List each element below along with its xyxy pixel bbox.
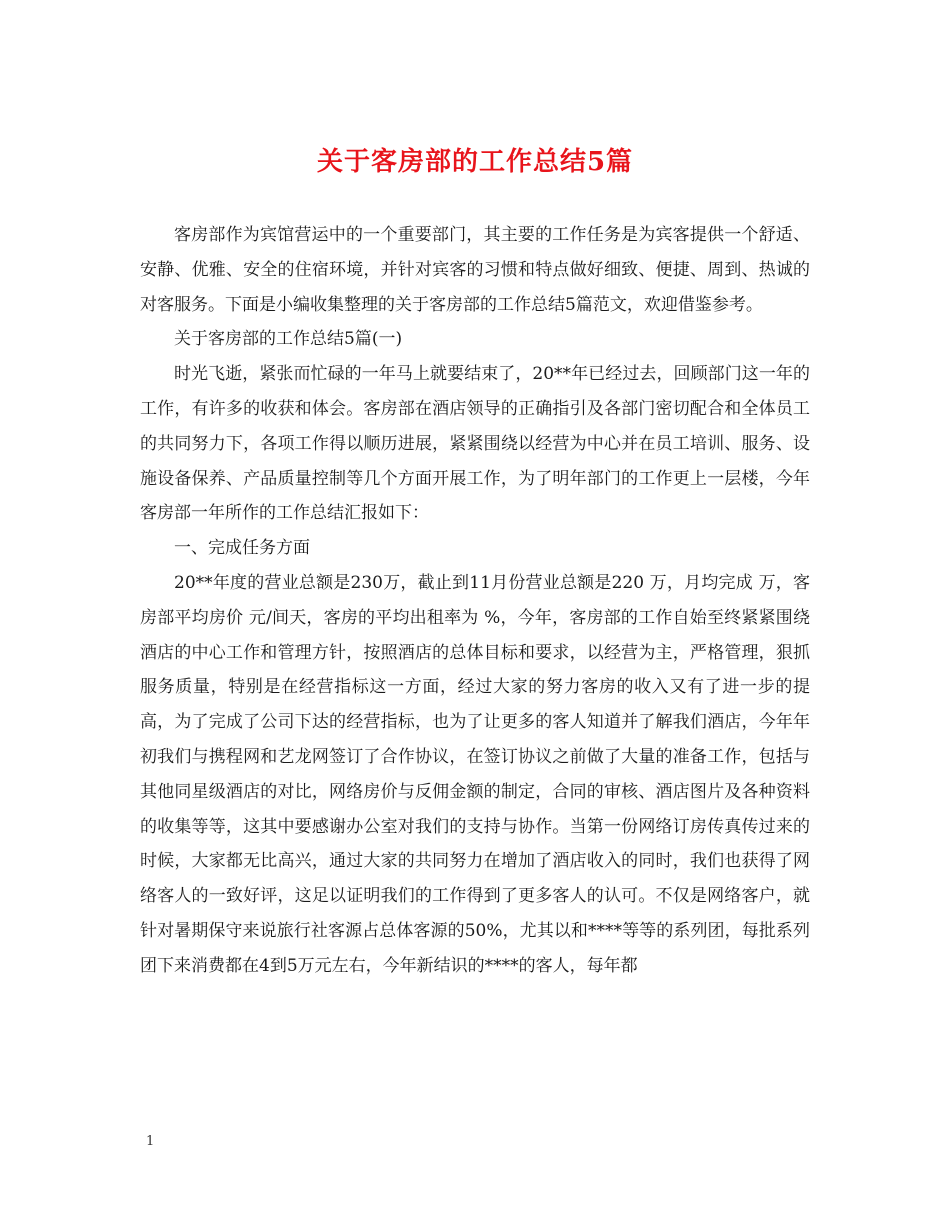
document-body (140, 218, 810, 984)
body-paragraph: 时光飞逝，紧张而忙碌的一年马上就要结束了，20**年已经过去，回顾部门这一年的工作，有许多的收获和体会。客房部在酒店领导的正确指引及各部门密切配合和全体员工的共同努力下，各项工作得以顺历进展，紧紧围绕以经营为中心并在员工培训、服务、设施设备保养、产品质量控制等几个方面开展工作，为了明年部门的工作更上一层楼，今年客房部一年所作的工作总结汇报如下： (140, 364, 810, 524)
body-paragraph: 20**年度的营业总额是230万，截止到11月份营业总额是220 万，月均完成 万，客房部平均房价 元/间天，客房的平均出租率为 %，今年，客房部的工作自始至终紧紧围绕酒店的中心工作和管理方针，按照酒店的总体目标和要求，以经营为主，严格管理，狠抓服务质量，特别是在经营指标这一方面，经过大家的努力客房的收入又有了进一步的提高，为了完成了公司下达的经营指标，也为了让更多的客人知道并了解我们酒店，今年年初我们与携程网和艺龙网签订了合作协议，在签订协议之前做了大量的准备工作，包括与其他同星级酒店的对比，网络房价与反佣金额的制定，合同的审核、酒店图片及各种资料的收集等等，这其中要感谢办公室对我们的支持与协作。当第一份网络订房传真传过来的时候，大家都无比高兴，通过大家的共同努力在增加了酒店收入的同时，我们也获得了网络客人的一致好评，这足以证明我们的工作得到了更多客人的认可。不仅是网络客户，就针对暑期保守来说旅行社客源占总体客源的50%，尤其以和****等等的系列团，每批系列团下来消费都在4到5万元左右，今年新结识的****的客人，每年都 (140, 572, 810, 976)
page-number: 1 (146, 1134, 155, 1149)
subsection-heading: 一、完成任务方面 (174, 538, 310, 559)
page-title: 关于客房部的工作总结5篇 (316, 147, 634, 177)
section-heading: 关于客房部的工作总结5篇(一) (174, 329, 403, 350)
intro-paragraph: 客房部作为宾馆营运中的一个重要部门，其主要的工作任务是为宾客提供一个舒适、安静、优雅、安全的住宿环境，并针对宾客的习惯和特点做好细致、便捷、周到、热诚的对客服务。下面是小编收集整理的关于客房部的工作总结5篇范文，欢迎借鉴参考。 (140, 225, 810, 315)
